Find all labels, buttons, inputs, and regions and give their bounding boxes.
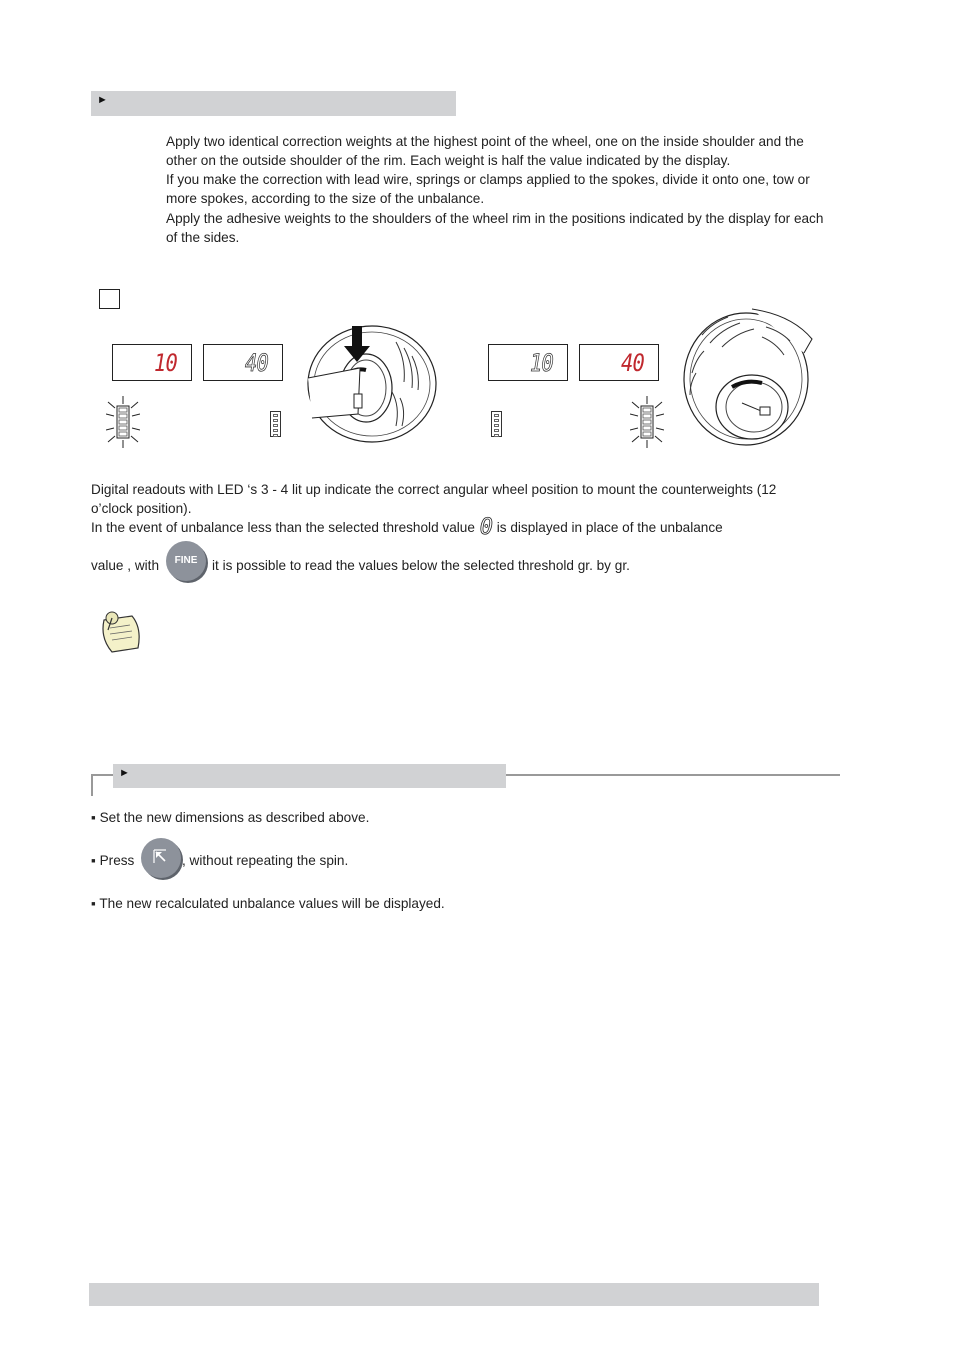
section2-bullet-arrow: ►: [119, 767, 130, 779]
note-pin-icon: [96, 608, 146, 654]
explanation-line-1: Digital readouts with LED ‘s 3 - 4 lit up indicate the correct angular wheel position to mount the counterweights (12: [91, 482, 777, 497]
outer-value-right: 40: [621, 349, 644, 377]
inner-value-left: 10: [154, 349, 177, 377]
outer-unbalance-display-left: [203, 344, 283, 381]
inner-unbalance-display-left: [112, 344, 192, 381]
inner-value-right: 10: [530, 349, 553, 377]
step-press-suffix: , without repeating the spin.: [182, 853, 349, 868]
step-set-dimensions: ▪ Set the new dimensions as described above.: [91, 810, 370, 825]
wheel-inner-side-illustration: [300, 322, 442, 446]
explanation-line-3-end: is displayed in place of the unbalance: [496, 520, 723, 535]
led-off-right-icon: [491, 411, 502, 437]
arrow-up-left-icon: [152, 849, 168, 865]
outer-unbalance-display-right: [579, 344, 659, 381]
section-header-bar: [91, 91, 456, 116]
explanation-line-4-end: it is possible to read the values below the selected threshold gr. by gr.: [212, 558, 630, 573]
instruction-paragraph-2: If you make the correction with lead wire, springs or clamps applied to the spokes, divide it onto one, tow or more spokes, according to the size of the unbalance.: [166, 172, 810, 207]
section2-header-bar: [113, 764, 506, 788]
inner-unbalance-display-right: [488, 344, 568, 381]
led-lit-right-icon: [630, 396, 664, 448]
section-bullet-arrow: ►: [97, 94, 108, 106]
recalculate-button[interactable]: [141, 838, 181, 878]
outer-value-left: 40: [245, 349, 268, 377]
footer-bar: [89, 1283, 819, 1306]
threshold-zero-symbol: 0: [479, 515, 493, 540]
instruction-paragraph-1: Apply two identical correction weights at the highest point of the wheel, one on the inside shoulder and the other on the outside shoulder of the rim. Each weight is half the value indicated by the display.: [166, 134, 804, 169]
explanation-line-4-start: value , with: [91, 558, 160, 573]
step-values-displayed: ▪ The new recalculated unbalance values will be displayed.: [91, 896, 445, 911]
step-press-label: ▪ Press: [91, 853, 135, 868]
explanation-line-3: [91, 515, 723, 540]
led-off-left-icon: [270, 411, 281, 437]
figure-checkbox: [99, 289, 120, 309]
instruction-paragraph-3: Apply the adhesive weights to the shoulders of the wheel rim in the positions indicated by the display for each of the sides.: [166, 211, 824, 246]
wheel-outer-side-illustration: [682, 303, 818, 447]
explanation-line-2: o’clock position).: [91, 501, 192, 516]
fine-button[interactable]: FINE: [166, 541, 206, 581]
explanation-line-3-start: In the event of unbalance less than the selected threshold value: [91, 520, 475, 535]
led-lit-left-icon: [106, 396, 140, 448]
